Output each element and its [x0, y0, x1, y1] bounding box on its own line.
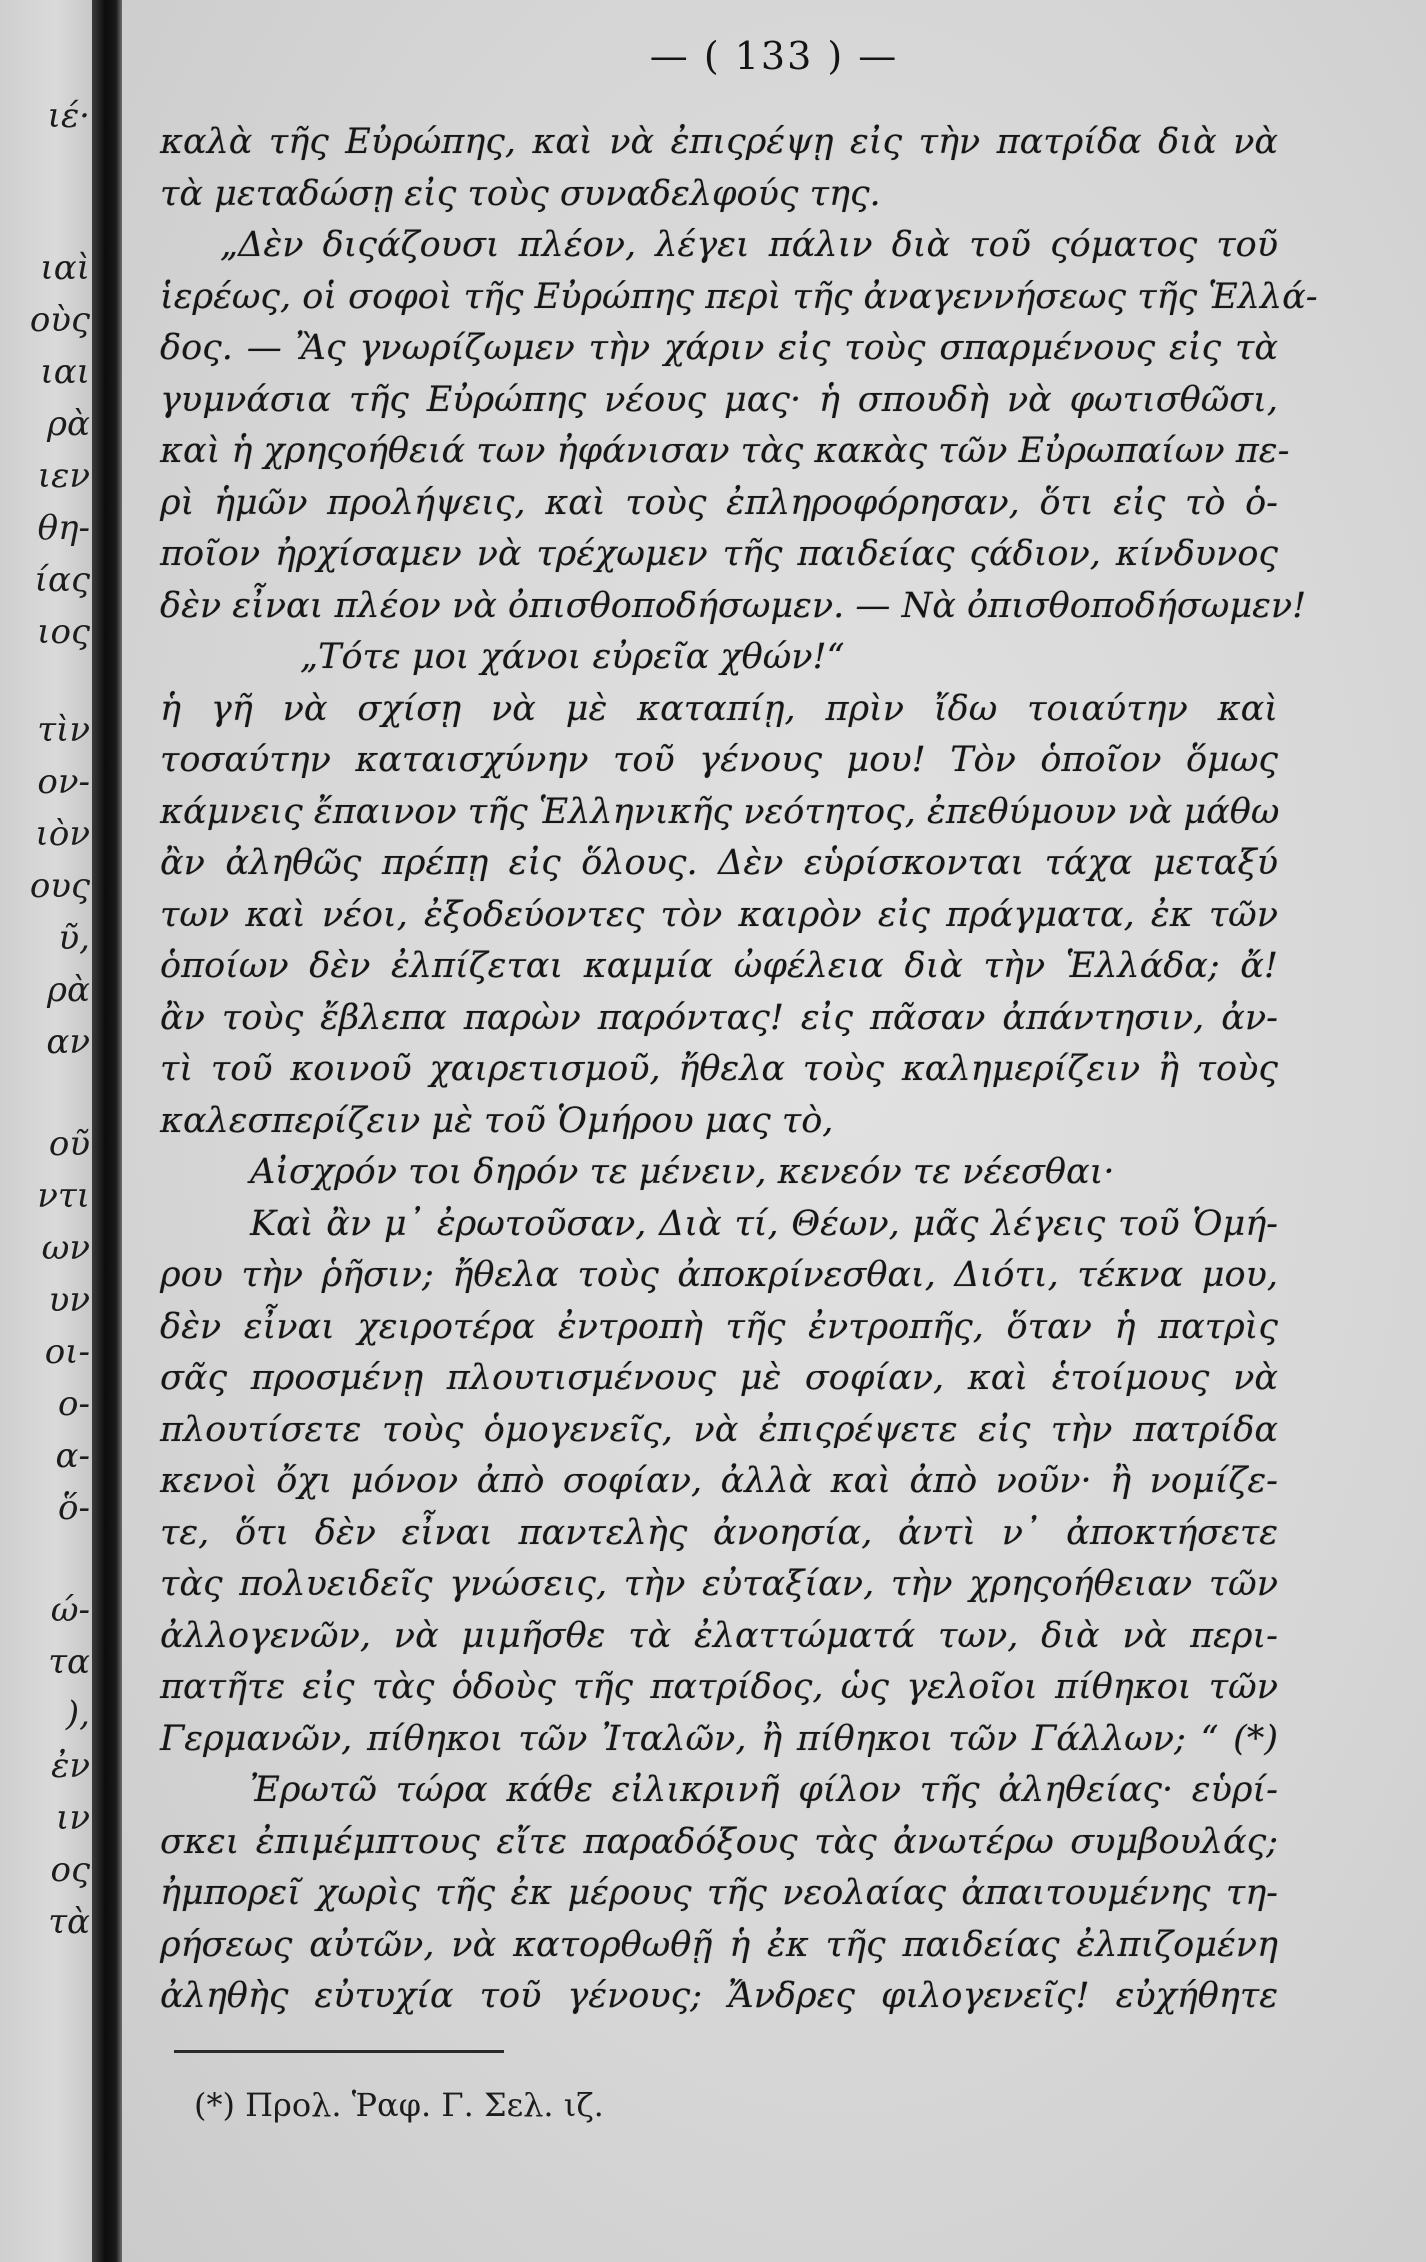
- text-line: ἱερέως, οἱ σοφοὶ τῆς Εὐρώπης περὶ τῆς ἀναγεννήσεως τῆς Ἑλλά-: [160, 277, 1318, 317]
- text-line: ὁποίων δὲν ἐλπίζεται καμμία ὠφέλεια διὰ τὴν Ἑλλάδα; ἄ!: [160, 946, 1278, 986]
- text-line: καὶ ἡ χρηςοήθειά των ἠφάνισαν τὰς κακὰς τῶν Εὐρωπαίων πε-: [160, 431, 1290, 471]
- left-margin-fragment: ιεν: [37, 456, 90, 496]
- footnote-rule: [174, 2050, 504, 2053]
- text-line: πλουτίσετε τοὺς ὁμογενεῖς, νὰ ἐπιςρέψετε εἰς τὴν πατρίδα: [160, 1410, 1278, 1450]
- text-line: ἀλλογενῶν, νὰ μιμῆσθε τὰ ἐλαττώματά των, διὰ νὰ περι-: [160, 1616, 1278, 1656]
- text-line: τοσαύτην καταισχύνην τοῦ γένους μου! Τὸν ὁποῖον ὅμως: [160, 740, 1278, 780]
- left-margin-fragment: ίας: [34, 560, 90, 600]
- left-margin-fragment: υν: [48, 1280, 90, 1320]
- left-margin-fragment: ιν: [56, 1798, 90, 1838]
- text-line: δὲν εἶναι χειροτέρα ἐντροπὴ τῆς ἐντροπῆς, ὅταν ἡ πατρὶς: [160, 1307, 1278, 1347]
- text-line: γυμνάσια τῆς Εὐρώπης νέους μας· ἡ σπουδὴ νὰ φωτισθῶσι,: [160, 380, 1278, 420]
- text-line: καλεσπερίζειν μὲ τοῦ Ὁμήρου μας τὸ,: [160, 1101, 834, 1141]
- text-line: ποῖον ἠρχίσαμεν νὰ τρέχωμεν τῆς παιδείας ςάδιον, κίνδυνος: [160, 534, 1278, 574]
- text-line: ἠμπορεῖ χωρὶς τῆς ἐκ μέρους τῆς νεολαίας ἀπαιτουμένης τη-: [160, 1873, 1278, 1913]
- left-page-margin: [0, 0, 92, 2262]
- text-line: τὰς πολυειδεῖς γνώσεις, τὴν εὐταξίαν, τὴν χρηςοήθειαν τῶν: [160, 1564, 1278, 1604]
- left-margin-fragment: ον-: [37, 762, 90, 802]
- text-line: Καὶ ἂν μ᾽ ἐρωτοῦσαν, Διὰ τί, Θέων, μᾶς λέγεις τοῦ Ὁμή-: [250, 1204, 1278, 1244]
- text-line: κάμνεις ἔπαινον τῆς Ἑλληνικῆς νεότητος, ἐπεθύμουν νὰ μάθω: [160, 792, 1280, 832]
- left-margin-fragment: ος: [50, 1850, 90, 1890]
- left-margin-fragment: τα: [48, 1642, 90, 1682]
- left-margin-fragment: θη-: [37, 508, 90, 548]
- left-margin-fragment: ντι: [37, 1176, 90, 1216]
- text-line: Αἰσχρόν τοι δηρόν τε μένειν, κενεόν τε νέεσθαι·: [250, 1152, 1115, 1192]
- text-line: ρὶ ἡμῶν προλήψεις, καὶ τοὺς ἐπληροφόρησαν, ὅτι εἰς τὸ ὁ-: [160, 483, 1278, 523]
- page-number-header: — ( 133 ) —: [649, 34, 899, 78]
- text-line: Γερμανῶν, πίθηκοι τῶν Ἰταλῶν, ἢ πίθηκοι τῶν Γάλλων; “ (*): [160, 1719, 1278, 1759]
- left-margin-fragment: ιαι: [40, 352, 90, 392]
- left-margin-fragment: ιαὶ: [40, 248, 90, 288]
- left-margin-fragment: ους: [29, 866, 90, 906]
- left-margin-fragment: οὺς: [29, 300, 90, 340]
- left-margin-fragment: ῦ,: [58, 918, 90, 958]
- text-line: „Τότε μοι χάνοι εὐρεῖα χθών!“: [300, 637, 845, 677]
- text-line: δὲν εἶναι πλέον νὰ ὀπισθοποδήσωμεν. — Νὰ ὀπισθοποδήσωμεν!: [160, 586, 1307, 626]
- left-margin-fragment: α-: [55, 1436, 90, 1476]
- text-line: τε, ὅτι δὲν εἶναι παντελὴς ἀνοησία, ἀντὶ ν᾽ ἀποκτήσετε: [160, 1513, 1278, 1553]
- left-margin-fragment: ο-: [58, 1384, 90, 1424]
- left-margin-fragment: τὶν: [37, 710, 90, 750]
- main-page: [122, 0, 1426, 2262]
- left-margin-fragment: οι-: [44, 1332, 90, 1372]
- text-line: πατῆτε εἰς τὰς ὁδοὺς τῆς πατρίδος, ὡς γελοῖοι πίθηκοι τῶν: [160, 1667, 1278, 1707]
- left-margin-fragment: ),: [65, 1694, 90, 1734]
- left-margin-fragment: αν: [46, 1022, 90, 1062]
- left-margin-fragment: ιος: [37, 612, 90, 652]
- text-line: σᾶς προσμένῃ πλουτισμένους μὲ σοφίαν, καὶ ἑτοίμους νὰ: [160, 1358, 1278, 1398]
- text-line: ρου τὴν ῥῆσιν; ἤθελα τοὺς ἀποκρίνεσθαι, Διότι, τέκνα μου,: [160, 1255, 1278, 1295]
- text-line: ἡ γῆ νὰ σχίσῃ νὰ μὲ καταπίῃ, πρὶν ἴδω τοιαύτην καὶ: [160, 689, 1278, 729]
- left-margin-fragment: ώ-: [50, 1590, 90, 1630]
- text-line: ἂν ἀληθῶς πρέπῃ εἰς ὅλους. Δὲν εὑρίσκονται τάχα μεταξύ: [160, 843, 1278, 883]
- left-margin-fragment: τὰ: [48, 1902, 90, 1942]
- text-line: των καὶ νέοι, ἐξοδεύοντες τὸν καιρὸν εἰς πράγματα, ἐκ τῶν: [160, 895, 1278, 935]
- text-line: σκει ἐπιμέμπτους εἴτε παραδόξους τὰς ἀνωτέρω συμβουλάς;: [160, 1822, 1278, 1862]
- left-margin-fragment: ὅ-: [58, 1488, 90, 1528]
- book-spine: [92, 0, 122, 2262]
- text-line: τὶ τοῦ κοινοῦ χαιρετισμοῦ, ἤθελα τοὺς καλημερίζειν ἢ τοὺς: [160, 1049, 1278, 1089]
- left-margin-fragment: ιέ·: [47, 96, 90, 136]
- text-line: δος. — Ἂς γνωρίζωμεν τὴν χάριν εἰς τοὺς σπαρμένους εἰς τὰ: [160, 328, 1278, 368]
- left-margin-fragment: ων: [41, 1228, 90, 1268]
- footnote: (*) Προλ. Ῥαφ. Γ. Σελ. ιζ.: [194, 2086, 604, 2124]
- left-margin-fragment: ιὸν: [35, 814, 90, 854]
- text-line: καλὰ τῆς Εὐρώπης, καὶ νὰ ἐπιςρέψῃ εἰς τὴν πατρίδα διὰ νὰ: [160, 122, 1278, 162]
- text-line: κενοὶ ὄχι μόνον ἀπὸ σοφίαν, ἀλλὰ καὶ ἀπὸ νοῦν· ἢ νομίζε-: [160, 1461, 1278, 1501]
- left-margin-fragment: οῦ: [48, 1124, 90, 1164]
- text-line: τὰ μεταδώσῃ εἰς τοὺς συναδελφούς της.: [160, 174, 881, 214]
- left-margin-fragment: ρὰ: [47, 970, 90, 1010]
- text-line: ἀληθὴς εὐτυχία τοῦ γένους; Ἄνδρες φιλογενεῖς! εὐχήθητε: [160, 1976, 1278, 2016]
- text-line: ρήσεως αὐτῶν, νὰ κατορθωθῇ ἡ ἐκ τῆς παιδείας ἐλπιζομένη: [160, 1925, 1278, 1965]
- text-line: Ἐρωτῶ τώρα κάθε εἰλικρινῆ φίλον τῆς ἀληθείας· εὑρί-: [250, 1770, 1278, 1810]
- text-line: „Δὲν διςάζουσι πλέον, λέγει πάλιν διὰ τοῦ ςόματος τοῦ: [220, 225, 1278, 265]
- left-margin-fragment: ἐν: [51, 1746, 90, 1786]
- text-line: ἂν τοὺς ἔβλεπα παρὼν παρόντας! εἰς πᾶσαν ἀπάντησιν, ἀν-: [160, 998, 1278, 1038]
- left-margin-fragment: ρὰ: [47, 404, 90, 444]
